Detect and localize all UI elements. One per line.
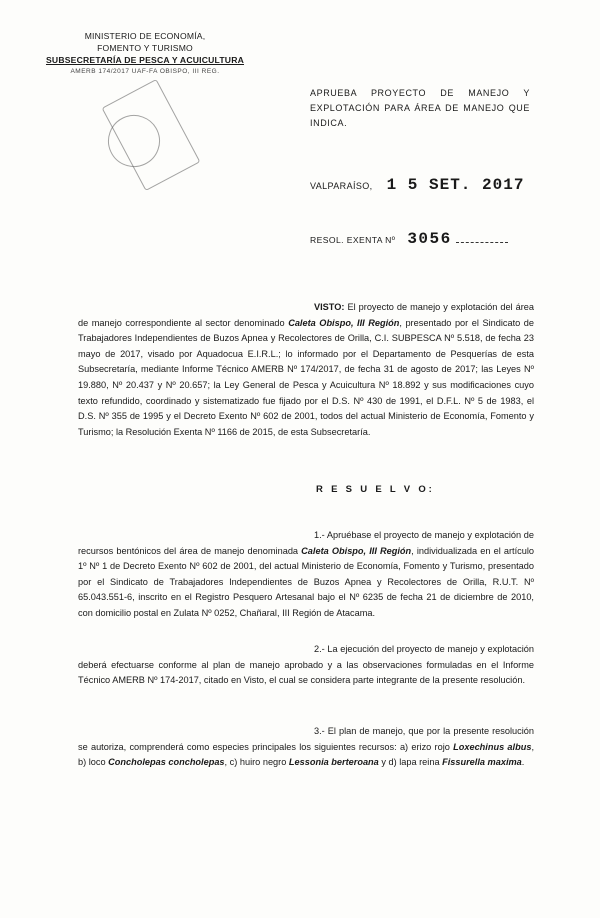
date-stamp: 1 5 SET. 2017 (386, 176, 525, 194)
ministry-line-2: FOMENTO Y TURISMO (97, 43, 193, 53)
date-line (310, 176, 524, 194)
visto-label: VISTO: (314, 302, 345, 312)
article-3-text-4: y d) lapa reina (378, 757, 443, 768)
resolution-number: 3056 (407, 230, 452, 248)
resolution-label: RESOL. EXENTA Nº (310, 235, 396, 245)
visto-text-2: , presentado por el Sindicato de Trabajadores Independientes de Buzos Apnea y Recolectores de Orilla, C.I. SUBPESCA Nº 5.518, de fecha 23 mayo de 2017, visado por Aquadocua E.I.R.L.; lo informado por el Departamento de Pesquerías de esta Subsecretaría, mediante Informe Técnico AMERB Nº 174/2017, de fecha 31 de agosto de 2017; las Leyes Nº 19.880, Nº 20.437 y Nº 20.657; la Ley General de Pesca y Acuicultura Nº 18.892 y sus modificaciones cuyo texto refundido, coordinado y sistematizado fue fijado por el D.S. Nº 430 de 1991, el D.F.L. Nº 5 de 1983, el D.S. Nº 355 de 1995 y el Decreto Exento Nº 602 de 2001, todos del actual Ministerio de Economía, Fomento y Turismo; la Resolución Exenta Nº 1166 de 2015, de esta Subsecretaría. (78, 317, 534, 437)
article-3-paragraph (78, 724, 534, 771)
article-1-paragraph (78, 528, 534, 622)
city-label: VALPARAÍSO, (310, 181, 373, 191)
subsecretaria-line: SUBSECRETARÍA DE PESCA Y ACUICULTURA (45, 55, 245, 65)
article-2-text: 2.- La ejecución del proyecto de manejo y explotación deberá efectuarse conforme al plan de manejo aprobado y a las observaciones formuladas en el Informe Técnico AMERB Nº 174-2017, citado en Visto, el cual se considera parte integrante de la presente resolución. (78, 644, 534, 686)
visto-place: Caleta Obispo, III Región (288, 317, 400, 328)
article-1-text-1: 1.- Apruébase el proyecto de manejo y explotación de recursos bentónicos del área de manejo denominada (78, 530, 534, 556)
article-3-text-2: , b) loco (78, 741, 534, 768)
article-3-text-1: 3.- El plan de manejo, que por la presente resolución se autoriza, comprenderá como especies principales los siguientes recursos: a) erizo rojo (78, 726, 534, 752)
ministry-line-1: MINISTERIO DE ECONOMÍA, (84, 31, 206, 41)
visto-text-1: El proyecto de manejo y explotación del área de manejo correspondiente al sector denominado (78, 302, 534, 328)
ministry-header (40, 30, 250, 78)
resuelvo-heading: R E S U E L V O: (316, 484, 435, 495)
number-underline (456, 242, 508, 243)
article-2-paragraph (78, 642, 534, 689)
species-fissurella: Fissurella maxima (442, 757, 522, 768)
reference-line: AMERB 174/2017 UAF-FA OBISPO, III REG. (70, 68, 220, 75)
article-3-text-3: , c) huiro negro (224, 757, 289, 768)
resolution-subject: APRUEBA PROYECTO DE MANEJO Y EXPLOTACIÓN PARA ÁREA DE MANEJO QUE INDICA. (310, 88, 530, 128)
article-1-text-2: , individualizada en el artículo 1º Nº 1 de Decreto Exento Nº 602 de 2001, del actual Ministerio de Economía, Fomento y Turismo, presentado por el Sindicato de Trabajadores Independientes de Buzos Apnea y Recolectores de Orilla, R.U.T. Nº 65.043.551-6, inscrito en el Registro Pesquero Artesanal bajo el Nº 6235 de fecha 21 de diciembre de 2010, con domicilio postal en Zulata Nº 0252, Chañaral, III Región de Atacama. (78, 545, 534, 618)
resolution-number-line (310, 230, 508, 248)
visto-paragraph (78, 300, 534, 440)
species-loxechinus: Loxechinus albus (453, 741, 532, 752)
species-lessonia: Lessonia berteroana (288, 757, 379, 768)
species-concholepas: Concholepas concholepas (108, 757, 225, 768)
article-3-text-5: . (521, 757, 525, 768)
article-1-place: Caleta Obispo, III Región (301, 545, 412, 556)
